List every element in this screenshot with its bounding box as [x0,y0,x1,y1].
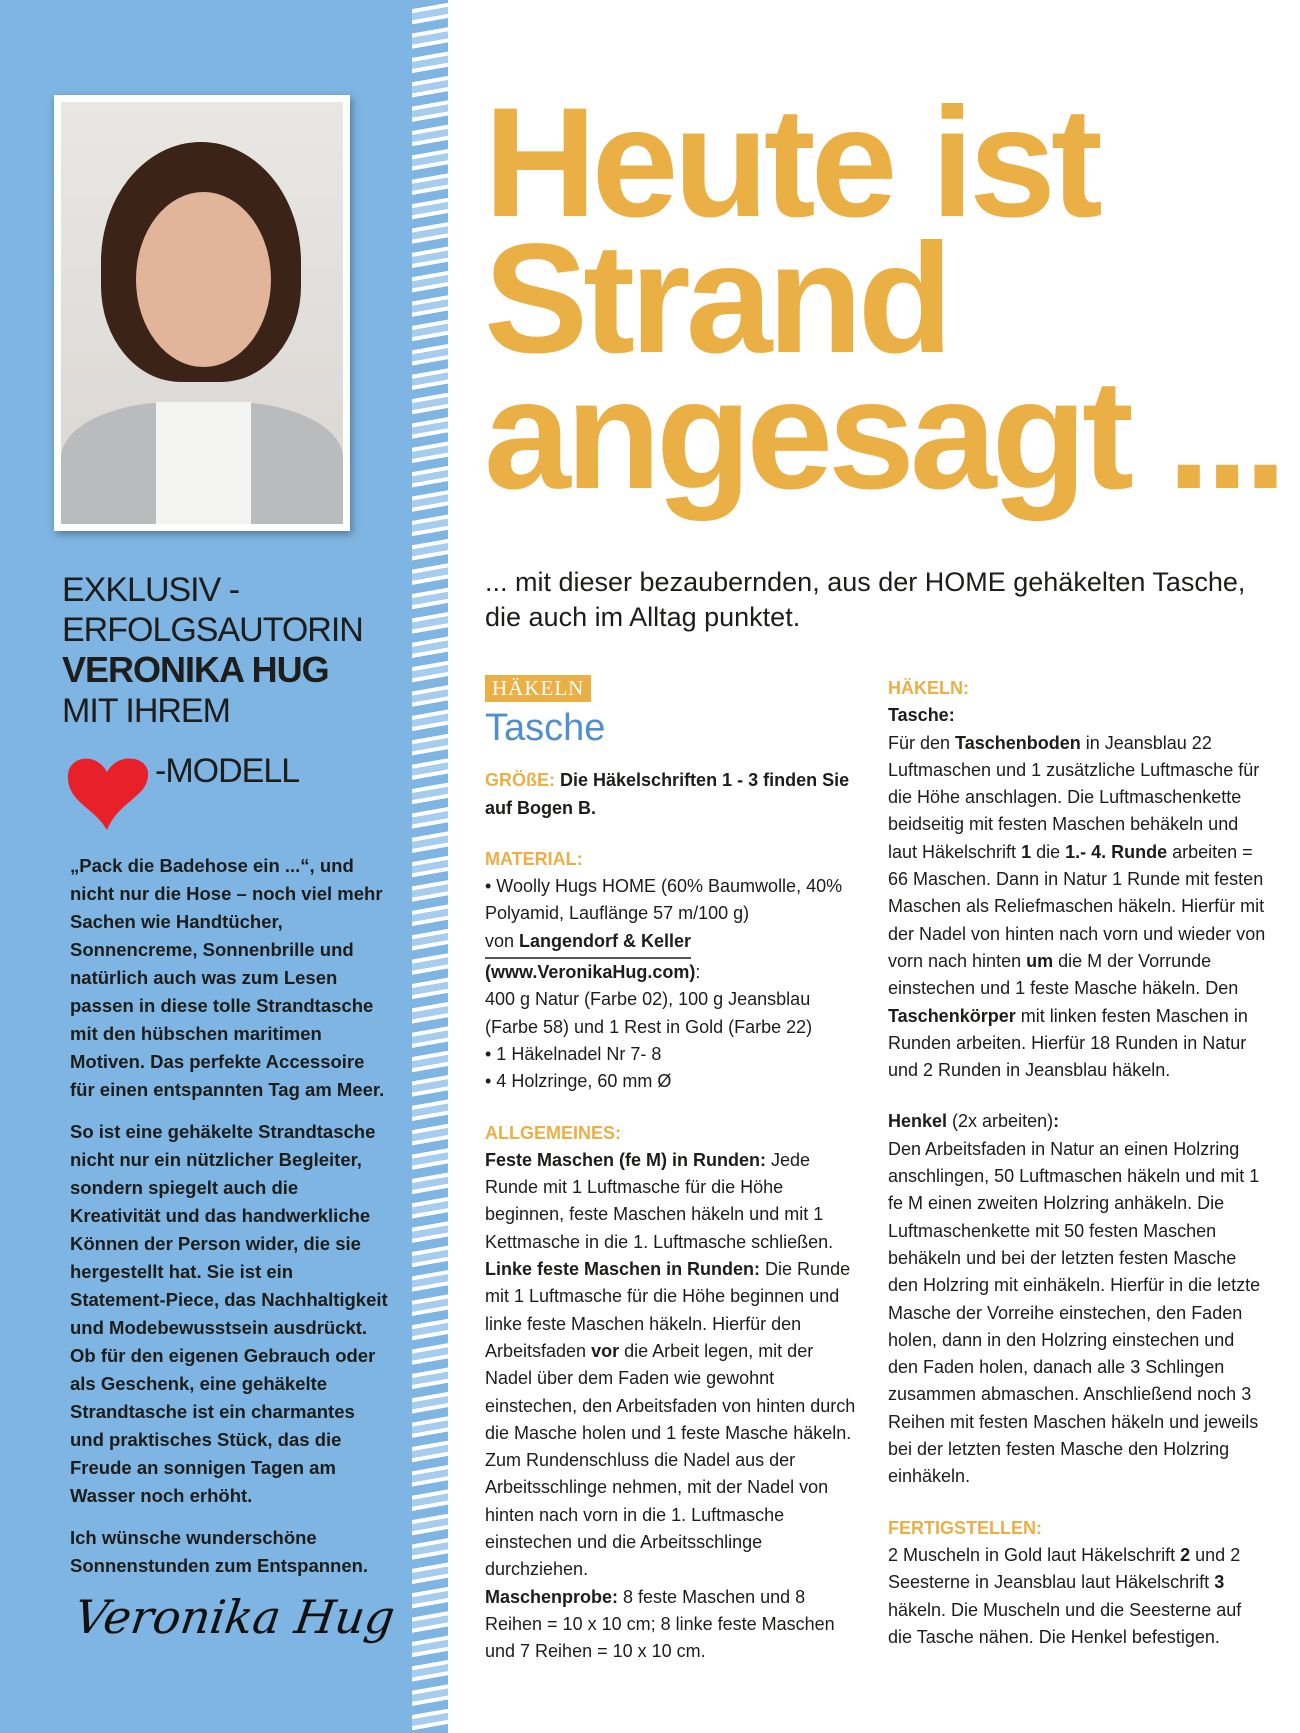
text: Die Runde mit 1 Luftmasche für die Höhe beginnen und linke feste Maschen häkeln. Hierfür den Arbeitsfaden [485,1259,851,1361]
bold-text: Taschenboden [955,732,1081,753]
instructions-column-1 [485,675,865,1690]
bold-text: 2 [1180,1544,1191,1565]
bold-text: vor [591,1340,620,1361]
author-quote [70,852,390,1594]
text: 8 feste Maschen und 8 Reihen = 10 x 10 cm; 8 linke feste Maschen und 7 Reihen = 10 x 10 cm. [485,1586,835,1662]
quote-paragraph: „Pack die Badehose ein ...“, und nicht nur die Hose – noch viel mehr Sachen wie Handtücher, Sonnencreme, Sonnenbrille und natürlich auch was zum Lesen passen in diese tolle Strandtasche mit den hübschen maritimen Motiven. Das perfekte Accessoire für einen entspannten Tag am Meer. [70,855,385,1100]
text: • 4 Holzringe, 60 mm Ø [485,1071,672,1092]
text: die [1031,841,1066,862]
paragraph [485,1068,865,1095]
bold-text: Taschenkörper [888,1005,1016,1026]
text: (2x arbeiten) [947,1111,1054,1132]
text: und 2 Seesterne in Jeansblau laut Häkelschrift [888,1544,1241,1593]
headline-line: EXKLUSIV - [62,571,240,609]
paragraph [485,1041,865,1068]
quote-paragraph: Ich wünsche wunderschöne Sonnenstunden zum Entspannen. [70,1527,369,1576]
section-heading: MATERIAL: [485,848,583,869]
paragraph [485,846,865,873]
text: 2 Muscheln in Gold laut Häkelschrift [888,1544,1181,1565]
paragraph [485,959,865,986]
project-title: Tasche [485,707,606,750]
text: : [695,962,701,983]
page-title [484,76,1283,522]
bold-text: (www.VeronikaHug.com) [485,962,696,983]
paragraph [888,730,1268,1085]
author-sidebar [0,0,430,1733]
bold-text: Maschenprobe: [485,1586,624,1607]
supplier-link[interactable] [485,928,691,959]
text-block [485,767,865,822]
text: Jede Runde mit 1 Luftmasche für die Höhe beginnen, feste Maschen häkeln und mit 1 Kettmasche in die 1. Luftmasche schließen. [485,1149,834,1252]
brush-edge [412,0,448,1733]
text: in Jeansblau 22 Luftmaschen und 1 zusätzliche Luftmasche für die Höhe anschlagen. Die Luftmaschenkette beidseitig mit festen Maschen behäkeln und laut Häkelschrift [888,732,1260,862]
paragraph [485,1584,865,1666]
text: Den Arbeitsfaden in Natur an einen Holzring anschlingen, 50 Luftmaschen häkeln und mit 1 fe M einen zweiten Holzring anhäkeln. Die Luftmaschenkette mit 50 festen Maschen behäkeln und bei der letzten festen Masche den Holzring mit einhäkeln. Hierfür in die letzte Masche der Vorreihe einstechen, den Faden holen, dann in den Holzring einstechen und den Faden holen, danach alle 3 Schlingen zusammen abmaschen. Anschließend noch 3 Reihen mit festen Maschen häkeln und jeweils bei der letzten festen Masche den Holzring einhäkeln. [888,1138,1261,1487]
bold-text: 1.- 4. Runde [1065,841,1168,862]
paragraph [485,928,865,959]
subtitle: ... mit dieser bezaubernden, aus der HOME gehäkelten Tasche, die auch im Alltag punktet. [485,567,1246,632]
author-headline [62,570,363,731]
section-heading: FERTIGSTELLEN: [888,1517,1042,1538]
headline-line: MIT IHREM [62,692,230,730]
title-line: Strand [484,212,949,386]
quote-paragraph: So ist eine gehäkelte Strandtasche nicht nur ein nützlicher Begleiter, sondern spiegelt auch die Kreativität und das handwerkliche Können der Person wider, die sie hergestellt hat. Sie ist ein Statement-Piece, das Nachhaltigkeit und Modebewusstsein ausdrückt. Ob für den eigenen Gebrauch oder als Geschenk, eine gehäkelte Strandtasche ist ein charmantes und praktisches Stück, das die Freude an sonnigen Tagen am Wasser noch erhöht. [70,1121,388,1506]
text-block [485,1120,865,1666]
text: von [485,930,520,951]
title-line: angesagt ... [484,348,1283,522]
signature: Veronika Hug [71,1590,399,1644]
bold-text: um [1026,950,1054,971]
author-photo [54,95,350,531]
section-heading: ALLGEMEINES: [485,1122,622,1143]
instructions-column-2 [888,675,1268,1675]
paragraph [485,986,865,1041]
bold-text: Feste Maschen (fe M) in Runden: [485,1149,772,1170]
section-heading: GRÖßE: [485,770,560,791]
bold-text: Linke feste Maschen in Runden: [485,1259,766,1280]
paragraph [485,873,865,928]
heart-icon [64,752,150,832]
bold-text: Henkel [888,1111,948,1132]
text-block [888,675,1268,1084]
bold-text: : [1053,1111,1060,1132]
paragraph [485,1120,865,1147]
section-heading: HÄKELN: [888,678,969,698]
text: die Arbeit legen, mit der Nadel über dem Faden wie gewohnt einstechen, den Arbeitsfaden von hinten durch die Masche holen und 1 feste Masche häkeln. Zum Rundenschluss die Nadel aus der Arbeitsschlinge nehmen, mit der Nadel von hinten nach vorn in die 1. Luftmasche einstechen und die Arbeitsschlinge durchziehen. [485,1340,856,1580]
text: häkeln. Die Muscheln und die Seesterne auf die Tasche nähen. Die Henkel befestigen. [888,1599,1242,1647]
title-line: Heute ist [484,76,1098,250]
paragraph [888,675,1268,702]
headline-line: -MODELL [155,752,300,790]
text: mit linken festen Maschen in Runden arbeiten. Hierfür 18 Runden in Natur und 2 Runden in Jeansblau häkeln. [888,1005,1248,1081]
paragraph [888,1108,1268,1135]
text-block [485,846,865,1096]
text-block [888,1515,1268,1651]
bold-text: 1 [1021,841,1032,862]
paragraph [888,1542,1268,1651]
text: • Woolly Hugs HOME (60% Baumwolle, 40% Polyamid, Lauflänge 57 m/100 g) [485,876,843,924]
paragraph [485,767,865,822]
text: 400 g Natur (Farbe 02), 100 g Jeansblau (Farbe 58) und 1 Rest in Gold (Farbe 22) [485,989,813,1037]
paragraph [888,1136,1268,1491]
author-name: VERONIKA HUG [62,649,329,690]
paragraph [888,1515,1268,1542]
headline-line: ERFOLGSAUTORIN [62,611,363,649]
text-block [888,1108,1268,1490]
text: Für den [888,732,956,753]
text: die M der Vorrunde einstechen und 1 feste Masche häkeln. Den [888,950,1239,999]
bold-text: Die Häkelschriften 1 - 3 finden Sie auf Bogen B. [485,770,850,818]
bold-text: Tasche: [888,705,955,726]
bold-text: 3 [1214,1572,1225,1593]
paragraph [485,1147,865,1256]
paragraph [888,702,1268,729]
category-tag: HÄKELN [485,675,591,702]
text: arbeiten = 66 Maschen. Dann in Natur 1 Runde mit festen Maschen als Reliefmaschen häkeln. Hierfür mit der Nadel von hinten nach vorn und wieder von vorn nach hinten [888,841,1266,971]
paragraph [485,1256,865,1584]
bold-text: Langendorf & Keller [519,930,692,951]
text: • 1 Häkelnadel Nr 7- 8 [485,1043,662,1064]
